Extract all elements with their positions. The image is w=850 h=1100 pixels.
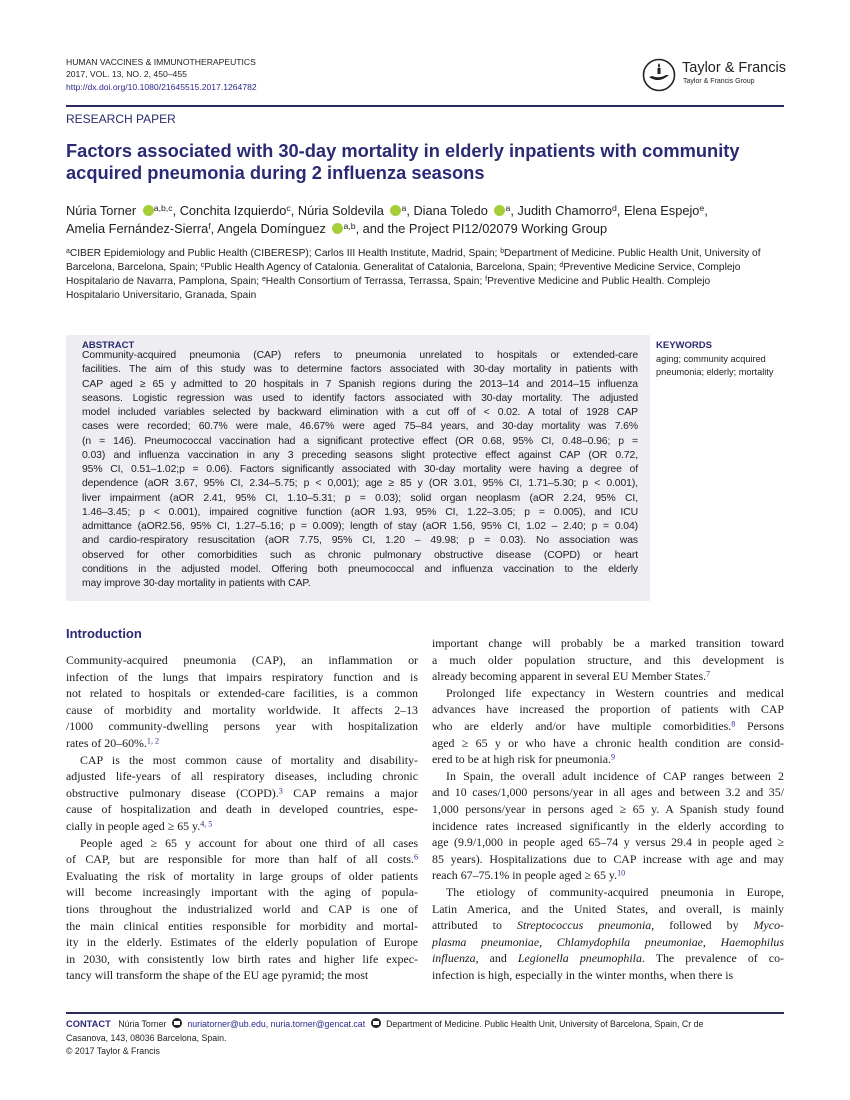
lamp-logo-icon [642, 58, 676, 92]
text-line: 1,000 persons/year in persons aged ≥ 65 y. A Spanish study found [432, 801, 784, 816]
contact-name: Núria Torner [118, 1019, 167, 1029]
text-line: The etiology of community-acquired pneumonia in Europe, [446, 884, 784, 899]
publisher-logo [640, 58, 786, 94]
superscript: 1, 2 [146, 736, 160, 746]
superscript: 6 [413, 852, 418, 862]
text-line: Community-acquired pneumonia (CAP) refers to pneumonia unrelated to hospitals or extended-care [82, 350, 638, 361]
abstract-text [82, 349, 638, 591]
author-line: Núria Torner $^{a,b,c}$, Conchita Izquierdo$^c$, Núria Soldevila $^a$, Diana Toledo $^a$, Judith Chamorro$^d$, Elena Espejo$^e$, [66, 203, 708, 218]
superscript: 4, 5 [200, 819, 213, 829]
text-line: conditions in the adjusted model. Offering both pneumococcal and influenza vaccination to the elderly [82, 563, 638, 575]
text-line: admittance (aOR2.56, 95% CI, 1.27–5.16; p = 0.009); length of stay (aOR 1.56, 95% CI, 1.02 – 2.40; p = 0.04) [82, 521, 638, 532]
text-line: important change will probably be a marked transition toward [432, 636, 784, 650]
affiliation-line: Barcelona, Barcelona, Spain; $^c$Public Health Agency of Catalonia. Generalitat of Catalonia, Barcelona, Spain; $^d$Preventive Medicine Service, Complejo [66, 261, 741, 273]
affiliation-line: Hospitalario Universitario, Granada, Spain [66, 290, 257, 301]
text-line: infection of the lungs that impairs respiratory function and is [66, 669, 418, 684]
text-line: and 10 cases/1,000 persons/year in all ages and between 3.2 and 35/ [432, 785, 784, 800]
text-line: a much older population structure, and this development is [432, 652, 784, 667]
body-column-left [66, 652, 418, 984]
text-line: 85 years). Hospitalizations due to CAP increase with age and may [432, 851, 784, 866]
italic-text: Streptococcus pneumonia [517, 918, 652, 933]
text-line: cause of hospitalization and death in developed countries, espe- [66, 802, 418, 817]
text-line: reach 67–75.1% in people aged ≥ 65 y.$^{10}$ [432, 868, 626, 883]
text-line: the main clinical entities responsible for morbidity and mortal- [66, 918, 418, 933]
text-line: seasons. Logistic regression was used to identify factors associated with 30-day mortality. The adjusted [82, 392, 638, 404]
contact-footer [66, 1018, 786, 1059]
superscript: a,b,c [153, 203, 173, 214]
superscript: 10 [617, 868, 626, 878]
text-line: CAP is the most common cause of mortality and disability- [80, 752, 418, 767]
superscript: e [261, 275, 266, 283]
text-line: will become increasingly important with the aging of popula- [66, 885, 418, 900]
footer-rule [66, 1012, 784, 1014]
article-type: RESEARCH PAPER [66, 112, 176, 126]
text-line: Prolonged life expectancy in Western countries and medical [446, 685, 784, 700]
article-title [66, 140, 786, 184]
text-line: facilities. The aim of this study was to determine factors associated with 30-day mortality in patients with [82, 364, 638, 376]
superscript: a [401, 203, 407, 214]
text-line: influenza, and Legionella pneumophila. The prevalence of co- [432, 951, 784, 966]
text-line: advances have increased the proportion of patients with CAP [432, 702, 784, 717]
superscript: f [485, 275, 488, 283]
orcid-icon[interactable] [332, 223, 343, 234]
text-line: already becoming apparent in several EU Member States.$^7$ [432, 669, 711, 684]
text-line: obstructive pulmonary disease (COPD).$^3$ CAP remains a major [66, 785, 418, 800]
italic-text: plasma pneumoniae, Chlamydophila pneumoniae, Haemophilus [432, 934, 784, 949]
affiliations [66, 247, 786, 303]
author-list [66, 202, 786, 238]
superscript: a [505, 203, 511, 214]
contact-address-cont: Casanova, 143, 08036 Barcelona, Spain. [66, 1032, 227, 1043]
text-line: liver impairment (aOR 2.41, 95% CI, 1.10–5.31; p = 0.03); solid organ neoplasm (aOR 2.24, 95% CI, [82, 492, 638, 504]
text-line: age (9.9/1,000 in people aged 65–74 y versus 29.4 in people aged ≥ [432, 835, 784, 850]
address-icon [371, 1018, 381, 1028]
superscript: d [612, 203, 617, 214]
italic-text: Myco- [753, 918, 784, 933]
text-line: 1.46–3.45; p < 0.001), impaired cognitive function (aOR 1.93, 95% CI, 1.22–3.05; p = 0.005), and ICU [82, 506, 638, 518]
text-line: People aged ≥ 65 y account for about one third of all cases [80, 835, 418, 850]
text-line: and cardio-respiratory resuscitation (aOR 7.75, 95% CI, 1.20 – 49.98; p = 0.03). No association was [82, 535, 638, 547]
superscript: c [200, 261, 205, 269]
text-line: Evaluating the risk of mortality in large groups of older patients [66, 868, 418, 883]
text-line: adjusted life-years of all respiratory diseases, including chronic [66, 769, 418, 784]
text-line: incidence rates increased significantly in the elderly according to [432, 818, 784, 833]
text-line: dependence (aOR 3.67, 95% CI, 2.34–5.75; p < 0,001); age ≥ 85 y (OR 3.01, 95% CI, 1.71–5.30; p < 0.001), [82, 478, 638, 490]
author-line: Amelia Fernández-Sierra$^f$, Angela Domínguez $^{a,b}$, and the Project PI12/02079 Working Group [66, 221, 608, 236]
text-line: In Spain, the overall adult incidence of CAP ranges between 2 [446, 768, 784, 783]
affiliation-line: Hospitalario de Navarra, Pamplona, Spain; $^e$Health Consortium of Terrassa, Terrassa, Spain; $^f$Preventive Medicine and Public Health. Complejo [66, 275, 711, 287]
text-line: cially in people aged ≥ 65 y.$^{4, 5}$ [66, 818, 213, 833]
superscript: d [559, 261, 564, 269]
text-line: infection is high, especially in the winter months, when there is [432, 967, 734, 982]
text-line: tancy will transform the shape of the EU age pyramid; the most [66, 968, 369, 983]
orcid-icon[interactable] [143, 205, 154, 216]
copyright: © 2017 Taylor & Francis [66, 1046, 160, 1056]
italic-text: influenza [432, 951, 476, 966]
publisher-group: Taylor & Francis Group [683, 78, 755, 85]
superscript: c [286, 203, 291, 214]
header-rule [66, 105, 784, 107]
email-icon [172, 1018, 182, 1028]
orcid-icon[interactable] [494, 205, 505, 216]
text-line: who are elderly and/or have multiple comorbidities.$^8$ Persons [432, 718, 785, 733]
journal-volume: 2017, VOL. 13, NO. 2, 450–455 [66, 69, 187, 80]
superscript: a [66, 247, 70, 255]
text-line: ered to be at high risk for pneumonia.$^9$ [432, 752, 616, 767]
text-line: cases were recorded; 60.7% were male, 46.67% were aged 75–84 years, and 30-day mortality was 7.6% [82, 421, 638, 433]
text-line: CAP aged ≥ 65 y admitted to 20 hospitals in 7 Spanish regions during the 2013–14 and 2014–15 influenza [82, 378, 638, 390]
text-line: not related to hospitals or extended-care facilities, is a common [66, 686, 418, 701]
text-line: aged ≥ 65 y or who have a chronic health condition are consid- [432, 735, 784, 750]
doi-link[interactable]: http://dx.doi.org/10.1080/21645515.2017.1264782 [66, 81, 257, 92]
text-line: model included variables selected by backward elimination with a cut off of < 0.02. A total of 1928 CAP [82, 407, 638, 418]
superscript: 8 [731, 719, 736, 729]
text-line: attributed to Streptococcus pneumonia, followed by Myco- [432, 918, 784, 933]
affiliation-line: $^a$CIBER Epidemiology and Public Health (CIBERESP); Carlos III Health Institute, Madrid, Spain; $^b$Department of Medicine. Public Health Unit, University of [66, 247, 761, 259]
text-line [432, 934, 784, 951]
journal-header [66, 56, 257, 93]
publisher-name: Taylor & Francis [682, 60, 786, 76]
superscript: e [699, 203, 705, 214]
text-line: (n = 146). Pneumococcal vaccination had a significant protective effect (OR 0.68, 95% CI, 0.48–0.96; p = [82, 435, 638, 447]
journal-name: HUMAN VACCINES & IMMUNOTHERAPEUTICS [66, 57, 256, 67]
orcid-icon[interactable] [390, 205, 401, 216]
text-line: in 2030, with consistently low birth rates and higher life expec- [66, 951, 418, 966]
contact-address: Department of Medicine. Public Health Unit, University of Barcelona, Spain, Cr de [386, 1019, 704, 1029]
title-line: Factors associated with 30-day mortality in elderly inpatients with community [66, 140, 740, 161]
text-line: observed for other comorbidities such as chronic pulmonary obstructive disease (COPD) or heart [82, 549, 638, 561]
text-line: Latin America, and the United States, and overall, is mainly [432, 901, 784, 916]
text-line: 0.03) and influenza vaccination in any 3 preceding seasons slight protective effect against CAP (OR 0.72, [82, 449, 638, 461]
text-line: cause of morbidity and mortality worldwide. It affects 2–13 [66, 702, 418, 717]
title-line: acquired pneumonia during 2 influenza seasons [66, 162, 485, 183]
superscript: 7 [706, 669, 711, 679]
text-line: 95% CI, 0.51–1.02;p = 0.06). Factors significantly associated with 30-day mortality were having a degree of [82, 464, 638, 475]
text-line: of CAP, but are responsible for more than half of all costs.$^6$ [66, 852, 418, 867]
keywords-list [656, 353, 791, 379]
text-line: /1000 community-dwelling persons year with hospitalization [66, 719, 418, 734]
text-line: ity in the elderly. Estimates of the elderly population of Europe [66, 935, 418, 950]
italic-text: Legionella pneumophila [517, 951, 642, 966]
text-line: may improve 30-day mortality in patients with CAP. [82, 578, 311, 589]
keywords-line: pneumonia; elderly; mortality [656, 367, 774, 377]
superscript: 3 [278, 786, 283, 796]
superscript: 9 [610, 752, 616, 762]
superscript: b [500, 247, 505, 255]
contact-emails[interactable]: nuriatorner@ub.edu, nuria.torner@gencat.cat [187, 1019, 366, 1029]
body-column-right [432, 635, 784, 983]
contact-label: CONTACT [66, 1019, 111, 1029]
keywords-label: KEYWORDS [656, 340, 712, 351]
section-heading-introduction: Introduction [66, 626, 142, 641]
superscript: a,b [343, 221, 356, 232]
superscript: f [208, 221, 211, 232]
abstract-label: ABSTRACT [82, 340, 135, 351]
text-line: Community-acquired pneumonia (CAP), an inflammation or [66, 653, 418, 667]
text-line: tions throughout the industrialized world and CAP is one of [66, 901, 418, 916]
keywords-line: aging; community acquired [656, 354, 766, 364]
text-line: rates of 20–60%.$^{1, 2}$ [66, 735, 160, 750]
